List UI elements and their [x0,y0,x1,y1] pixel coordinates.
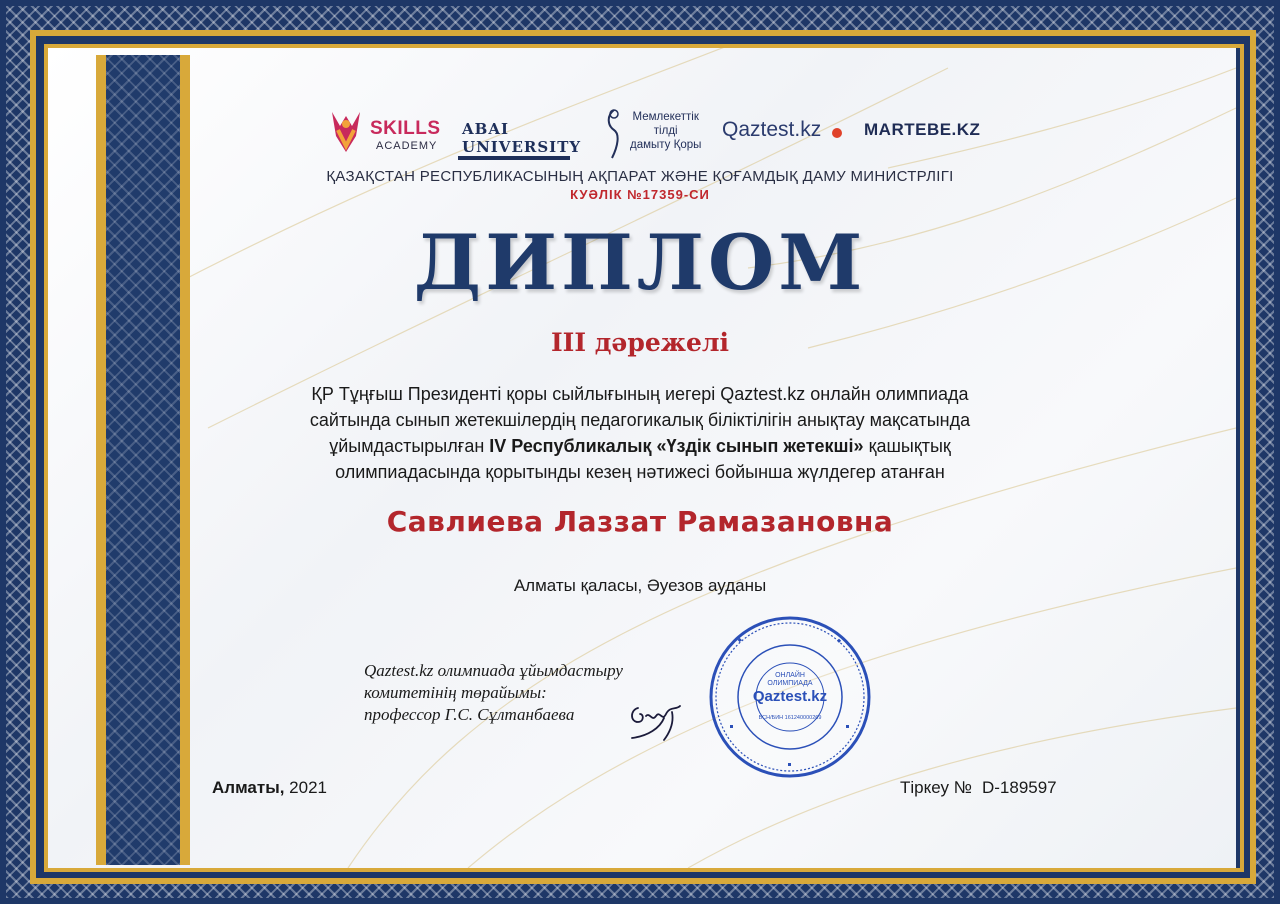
registration-label: Тіркеу № [900,778,972,797]
diploma-title: ДИПЛОМ [413,218,867,307]
committee-line-3: профессор Г.С. Сұлтанбаева [364,705,575,724]
committee-line-1: Qaztest.kz олимпиада ұйымдастыру [364,661,623,680]
stamp-center-mid: ОЛИМПИАДА [767,680,813,687]
ministry-heading: ҚАЗАҚСТАН РЕСПУБЛИКАСЫНЫҢ АҚПАРАТ ЖӘНЕ ҚОҒАМДЫҚ ДАМУ МИНИСТРЛІГІ [326,168,954,185]
language-fund-line3: дамыту Қоры [630,139,702,151]
skills-logo-text: SKILLS [370,118,441,139]
recipient-name: Савлиева Лаззат Рамазановна [386,505,894,538]
language-fund-line2: тілді [653,125,678,137]
degree-label: ІІІ дәрежелі [550,328,729,357]
certificate-number: КУӘЛІК №17359-СИ [570,187,710,202]
martebe-logo-text: MARTEBE.KZ [864,120,981,139]
registration-value: D-189597 [981,778,1057,797]
qaztest-logo [720,116,848,150]
issue-place-year [212,778,327,798]
recipient-location: Алматы қаласы, Әуезов ауданы [513,576,767,595]
description-line-3 [240,433,1040,459]
language-fund-icon [602,106,626,162]
description-line-2: сайтында сынып жетекшілердің педагогикалық біліктілігін анықтау мақсатында [309,410,971,430]
stamp-bin: БСН/БИН 161240000269 [758,715,822,721]
language-fund-text [630,110,701,152]
martebe-logo [864,120,981,148]
description-line-1: ҚР Тұңғыш Президенті қоры сыйлығының иегері Qaztest.kz онлайн олимпиада [311,384,969,404]
skills-academy-icon [326,106,366,158]
academy-logo-text: ACADEMY [376,140,438,152]
award-description [240,381,1040,485]
qaztest-logo-text: Qaztest.kz [722,118,822,141]
qaztest-dot-icon [832,128,842,138]
stamp-center-top: ОНЛАЙН [775,672,805,679]
language-fund-line1: Мемлекеттік [632,111,699,123]
ribbon-gold-edge-left [96,55,106,865]
abai-university-logo [458,112,582,162]
description-line-3-end: қашықтық [863,436,951,456]
handwritten-signature [624,692,704,744]
committee-line-2: комитетінің төрайымы: [364,683,547,702]
description-line-3-start: ұйымдастырылған [329,436,490,456]
abai-logo-bar [458,156,570,160]
registration-number [900,778,1057,798]
stamp-brand: Qaztest.kz [752,688,828,705]
ribbon-gold-edge-right [180,55,190,865]
language-fund-logo [602,104,712,164]
official-stamp [708,615,872,779]
olympiad-name: IV Республикалық «Үздік сынып жетекші» [489,436,864,456]
description-line-4: олимпиадасында қорытынды кезең нәтижесі бойынша жүлдегер атанған [335,462,945,482]
ribbon-pattern [106,55,180,865]
partner-logos [320,100,980,170]
skills-academy-logo [326,102,441,164]
issue-city: Алматы, [212,778,285,797]
issue-year: 2021 [284,778,327,797]
abai-logo-text: ABAI UNIVERSITY [462,120,582,156]
